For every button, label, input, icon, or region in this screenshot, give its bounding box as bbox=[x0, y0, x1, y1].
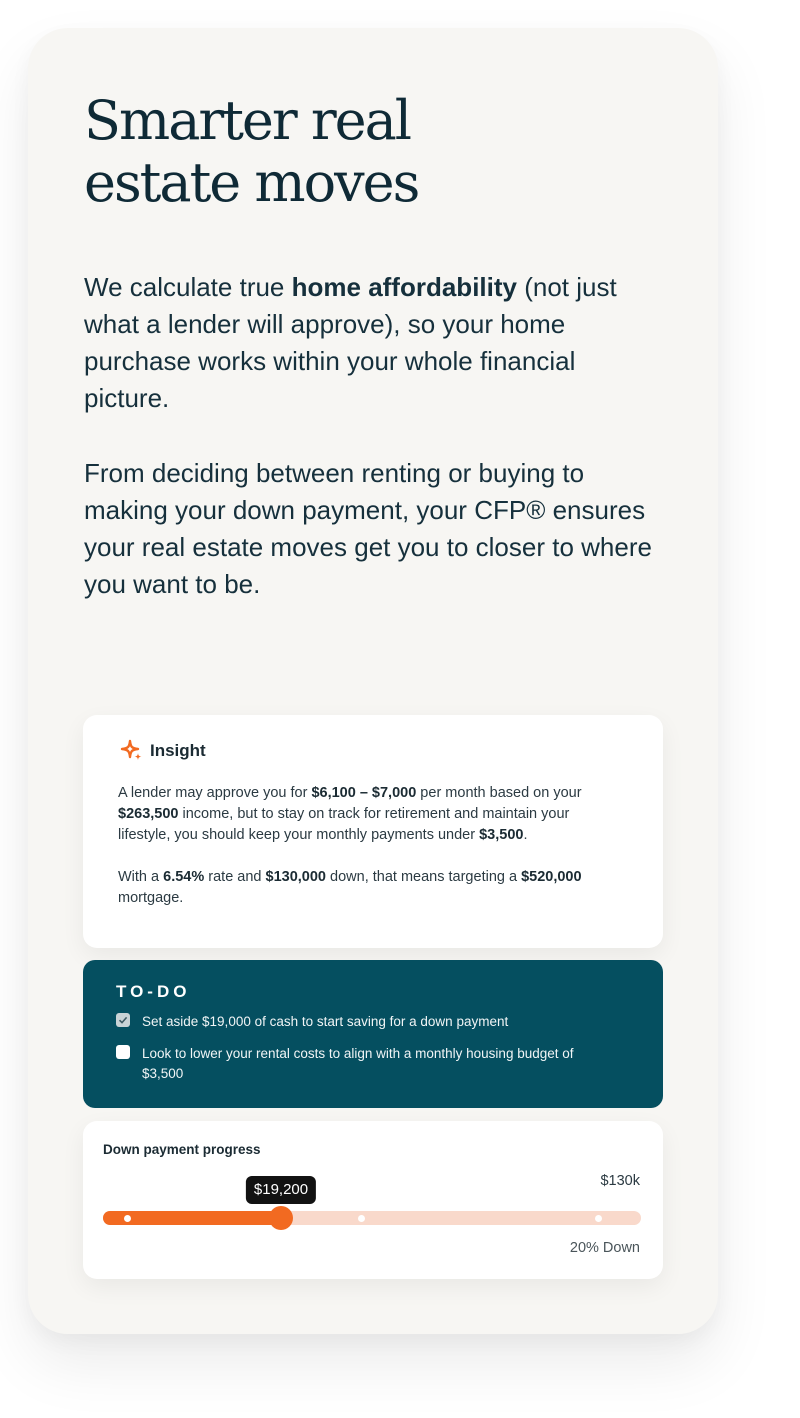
insight-text: A lender may approve you for bbox=[118, 785, 312, 801]
progress-max-label: $130k bbox=[600, 1173, 640, 1189]
progress-marker bbox=[595, 1215, 602, 1222]
todo-item[interactable] bbox=[116, 1012, 633, 1032]
insight-paragraph-2 bbox=[118, 867, 598, 909]
checkbox-checked[interactable] bbox=[116, 1013, 130, 1027]
down-payment-progress-card bbox=[83, 1121, 663, 1279]
page-title bbox=[84, 90, 504, 214]
insight-text: per month based on your bbox=[416, 785, 582, 801]
cfp-paragraph: From deciding between renting or buying to making your down payment, your CFP® ensures your real estate moves get you to closer to where you want to be. bbox=[84, 458, 652, 599]
todo-item-label: Look to lower your rental costs to align with a monthly housing budget of $3,500 bbox=[142, 1046, 574, 1081]
insight-text: income, but to stay on track for retirement and maintain your lifestyle, you should keep your monthly payments under bbox=[118, 806, 570, 843]
progress-value-tooltip: $19,200 bbox=[246, 1176, 316, 1204]
insight-paragraph-1 bbox=[118, 783, 598, 846]
intro-text-end: (not just what a lender will approve), so your home purchase works within your whole financial picture. bbox=[84, 272, 617, 413]
insight-highlight-value: $6,100 – $7,000 bbox=[311, 785, 417, 801]
intro-text-start: We calculate true bbox=[84, 272, 292, 302]
headline-line-1: Smarter real bbox=[84, 89, 411, 152]
progress-footer: 20% Down bbox=[569, 1240, 640, 1256]
sparkle-icon bbox=[118, 738, 144, 764]
progress-label: Down payment progress bbox=[103, 1142, 261, 1157]
progress-track bbox=[103, 1211, 641, 1225]
insight-highlight-value: $263,500 bbox=[118, 806, 179, 822]
progress-marker bbox=[358, 1215, 365, 1222]
intro-text-bold: home affordability bbox=[291, 272, 517, 302]
todo-title: TO-DO bbox=[116, 982, 191, 1001]
headline-line-2: estate moves bbox=[84, 151, 419, 214]
insight-text: mortgage. bbox=[118, 890, 184, 906]
checkmark-icon bbox=[118, 1015, 128, 1025]
insight-text: rate and bbox=[204, 869, 266, 885]
checkbox-unchecked[interactable] bbox=[116, 1045, 130, 1059]
todo-card bbox=[83, 960, 663, 1108]
todo-item[interactable] bbox=[116, 1044, 633, 1084]
insight-title: Insight bbox=[150, 741, 206, 760]
intro-paragraph bbox=[84, 269, 664, 417]
progress-marker bbox=[124, 1215, 131, 1222]
todo-item-label: Set aside $19,000 of cash to start saving for a down payment bbox=[142, 1014, 509, 1029]
insight-card bbox=[83, 715, 663, 948]
insight-highlight-value: $130,000 bbox=[265, 869, 326, 885]
insight-highlight-value: $520,000 bbox=[521, 869, 582, 885]
insight-highlight-value: 6.54% bbox=[163, 869, 205, 885]
insight-header bbox=[118, 739, 629, 763]
insight-text: down, that means targeting a bbox=[326, 869, 522, 885]
insight-text: With a bbox=[118, 869, 164, 885]
insight-highlight-value: $3,500 bbox=[479, 827, 524, 843]
insight-text: . bbox=[523, 827, 528, 843]
progress-slider-handle[interactable] bbox=[269, 1206, 293, 1230]
